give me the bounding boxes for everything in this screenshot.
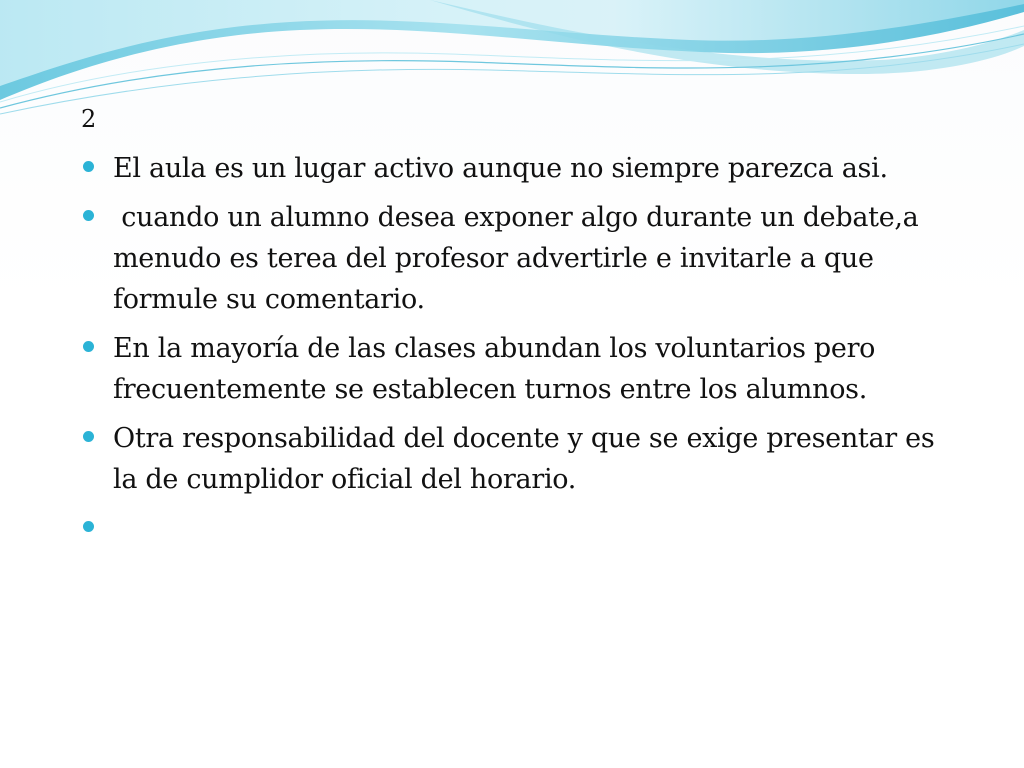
bullet-icon <box>83 431 94 442</box>
slide-number: 2 <box>81 105 97 133</box>
bullet-icon <box>83 341 94 352</box>
bullet-text: Otra responsabilidad del docente y que se exige presentar es la de cumplidor oficial del horario. <box>113 423 935 495</box>
wave-header-decoration <box>0 0 1024 130</box>
list-item <box>82 328 962 410</box>
list-item <box>82 148 962 189</box>
bullet-icon <box>83 210 94 221</box>
list-item-empty <box>82 508 962 549</box>
bullet-text: El aula es un lugar activo aunque no siempre parezca asi. <box>113 153 888 184</box>
list-item <box>82 418 962 500</box>
bullet-list <box>82 148 962 557</box>
bullet-text: cuando un alumno desea exponer algo durante un debate,a menudo es terea del profesor advertirle e invitarle a que formule su comentario. <box>113 202 927 315</box>
bullet-text: En la mayoría de las clases abundan los voluntarios pero frecuentemente se establecen turnos entre los alumnos. <box>113 333 876 405</box>
bullet-icon <box>83 161 94 172</box>
bullet-icon <box>83 521 94 532</box>
list-item <box>82 197 962 320</box>
